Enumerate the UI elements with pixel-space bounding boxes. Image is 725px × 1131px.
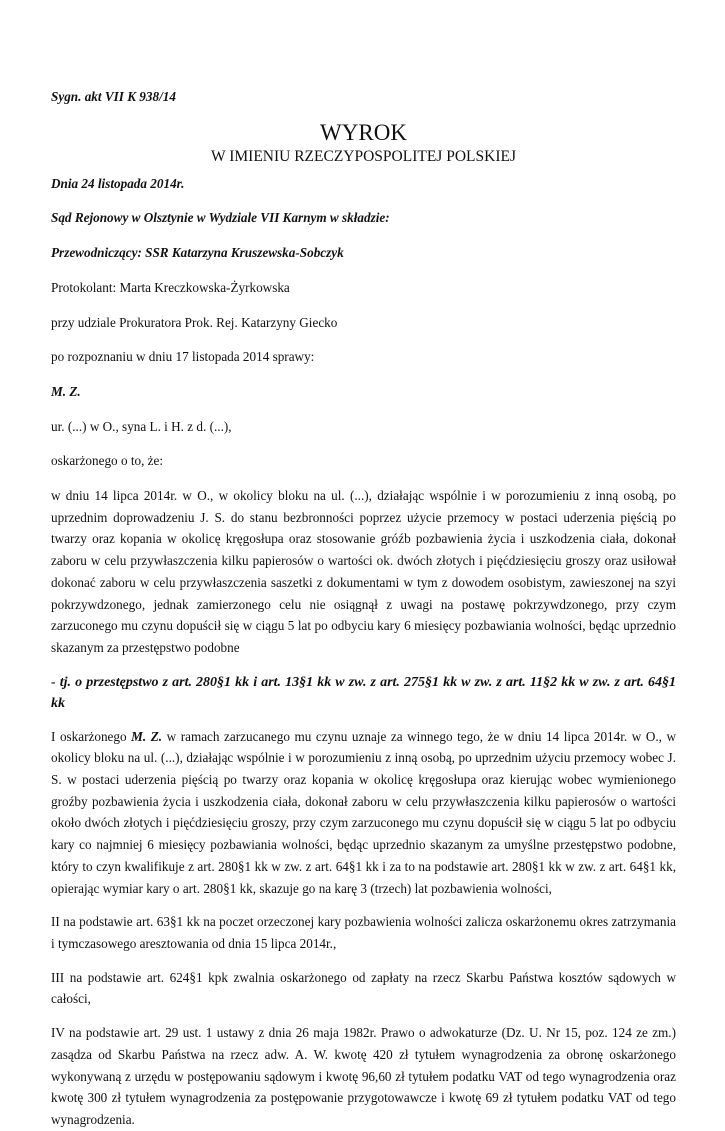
verdict-point-1-prefix: I oskarżonego <box>51 728 132 744</box>
judgment-document <box>51 86 676 1131</box>
defendant-name: M. Z. <box>51 383 81 399</box>
case-number: Sygn. akt VII K 938/14 <box>51 89 176 104</box>
accusation-intro: oskarżonego o to, że: <box>51 453 164 469</box>
verdict-defendant-name: M. Z. <box>131 728 163 744</box>
verdict-point-1-text: w ramach zarzucanego mu czynu uznaje za winnego tego, że w dniu 14 lipca 2014r. w O., w okolicy bloku na ul. (...), działając wspólnie i w porozumieniu z inną osobą, po uprzednim użyciu przemocy wobec J. S. w postaci uderzenia pięścią po twarzy oraz kopania w okolicę kręgosłupa oraz kierując wobec wymienionego groźby pozbawienia życia i uszkodzenia ciała, dokonał zaboru w celu przywłaszczenia kilku papierosów o wartości około dwóch złotych i pięćdziesięciu groszy, przy czym zarzuconego mu czynu dopuścił się w ciągu 5 lat po odbyciu kary co najmniej 6 miesięcy pozbawiania wolności, będąc uprzednio skazanym za umyślne przestępstwo podobne, który to czyn kwalifikuje z art. 280§1 kk w zw. z art. 64§1 kk i za to na podstawie art. 280§1 kk w zw. z art. 64§1 kk, opierając wymiar kary o art. 280§1 kk, skazuje go na karę 3 (trzech) lat pozbawienia wolności, <box>51 728 677 896</box>
defendant-birth: ur. (...) w O., syna L. i H. z d. (...), <box>51 418 232 434</box>
court-clerk: Protokolant: Marta Kreczkowska-Żyrkowska <box>51 279 290 295</box>
hearing-date: po rozpoznaniu w dniu 17 listopada 2014 sprawy: <box>51 349 315 365</box>
verdict-point-4: IV na podstawie art. 29 ust. 1 ustawy z dnia 26 maja 1982r. Prawo o adwokaturze (Dz. U. Nr 15, poz. 124 ze zm.) zasądza od Skarbu Państwa na rzecz adw. A. W. kwotę 420 zł tytułem wynagrodzenia za obronę oskarżonego wykonywaną z urzędu w postępowaniu sądowym i kwotę 96,60 zł tytułem podatku VAT od tego wynagrodzenia oraz kwotę 300 zł tytułem wynagrodzenia za postępowanie przygotowawcze i kwotę 69 zł tytułem podatku VAT od tego wynagrodzenia. <box>51 1025 676 1127</box>
prosecutor: przy udziale Prokuratora Prok. Rej. Katarzyny Giecko <box>51 314 338 330</box>
verdict-point-1 <box>51 726 676 900</box>
verdict-point-2: II na podstawie art. 63§1 kk na poczet orzeczonej kary pozbawienia wolności zalicza oskarżonemu okres zatrzymania i tymczasowego aresztowania od dnia 15 lipca 2014r., <box>51 914 676 951</box>
judgment-date: Dnia 24 listopada 2014r. <box>51 175 185 191</box>
presiding-judge: Przewodniczący: SSR Katarzyna Kruszewska-Sobczyk <box>51 245 344 261</box>
document-title: WYROK <box>320 119 407 145</box>
verdict-point-3: III na podstawie art. 624§1 kpk zwalnia oskarżonego od zapłaty na rzecz Skarbu Państwa kosztów sądowych w całości, <box>51 969 676 1007</box>
charge-legal-basis: - tj. o przestępstwo z art. 280§1 kk i art. 13§1 kk w zw. z art. 275§1 kk w zw. z art. 11§2 kk w zw. z art. 64§1 kk <box>51 674 676 711</box>
charge-description: w dniu 14 lipca 2014r. w O., w okolicy bloku na ul. (...), działając wspólnie i w porozumieniu z inną osobą, po uprzednim doprowadzeniu J. S. do stanu bezbronności poprzez użycie przemocy w postaci uderzenia pięścią po twarzy oraz kopania w okolicę kręgosłupa oraz stosowanie gróźb pozbawienia życia i uszkodzenia ciała, dokonał zaboru w celu przywłaszczenia kilku papierosów o wartości ok. dwóch złotych i pięćdziesięciu groszy oraz usiłował dokonać zaboru w celu przywłaszczenia saszetki z dokumentami w tym z dowodem osobistym, zawieszonej na szyi pokrzywdzonego, jednak zamierzonego celu nie osiągnął z uwagi na postawę pokrzywdzonego, przy czym zarzuconego mu czynu dopuścił się w ciągu 5 lat po odbyciu kary 6 miesięcy pozbawiania wolności, będąc uprzednio skazanym za przestępstwo podobne <box>51 488 676 655</box>
document-subtitle: W IMIENIU RZECZYPOSPOLITEJ POLSKIEJ <box>211 147 516 165</box>
court-composition: Sąd Rejonowy w Olsztynie w Wydziale VII Karnym w składzie: <box>51 210 390 226</box>
